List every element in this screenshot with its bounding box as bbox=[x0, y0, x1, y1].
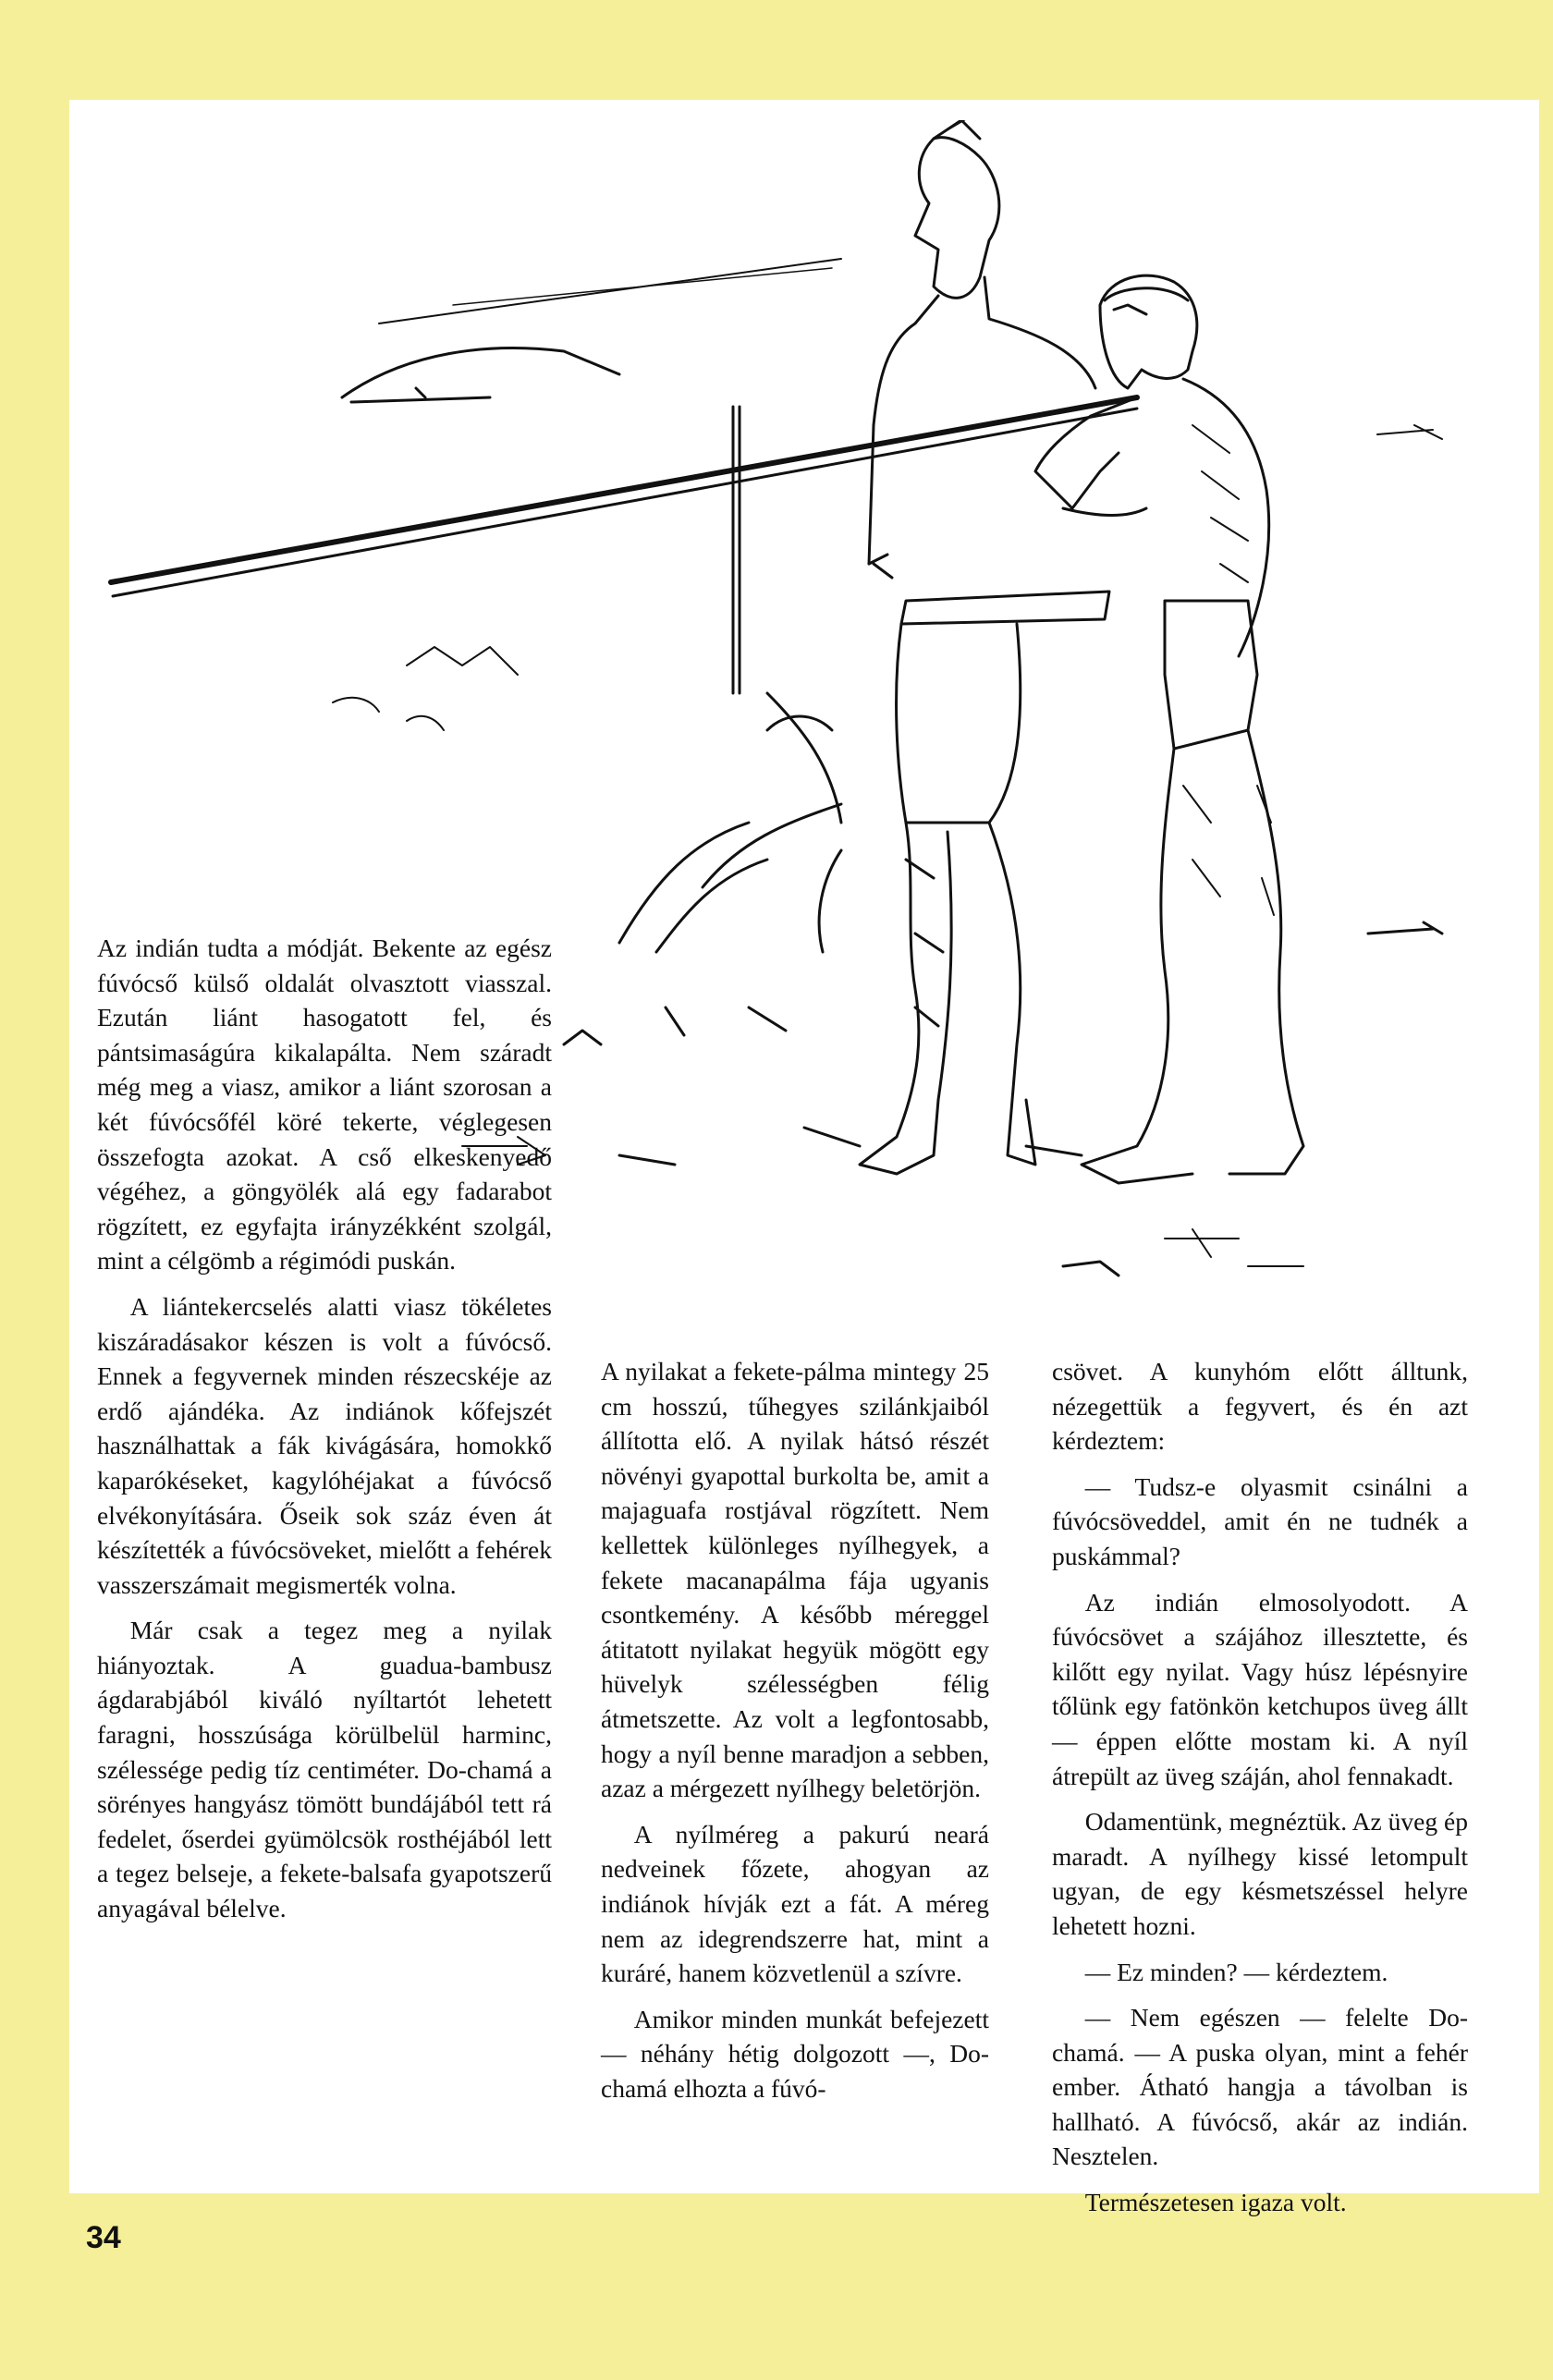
paragraph: — Ez minden? — kérdeztem. bbox=[1084, 1957, 1388, 1986]
paragraph: Természetesen igaza volt. bbox=[1084, 2188, 1347, 2217]
paragraph: Amikor minden munkát befejezett — néhány hétig dolgozott —, Do-chamá elhozta a fúvó- bbox=[601, 2004, 989, 2103]
page-number: 34 bbox=[86, 2220, 121, 2255]
paragraph: Az indián tudta a módját. Bekente az egész fúvócső külső oldalát olvasztott viasszal. Ezután liánt hasogatott fel, és pántsimaságúra kikalapálta. Nem száradt még meg a viasz, amikor a liánt szorosan a két fúvócsőfél köré tekerte, véglegesen összefogta azokat. A cső elkeskenyedő végéhez, a göngyölék alá egy fadarabot rögzített, ez egyfajta irányzékként szolgál, mint a célgömb a régimódi puskán. bbox=[97, 934, 552, 1275]
paragraph: Az indián elmosolyodott. A fúvócsövet a szájához illesztette, és kilőtt egy nyilat. Vagy húsz lépésnyire tőlünk egy fatönkön ketchupos üveg állt — éppen előtte mostam ki. A nyíl átrepült az üveg száján, ahol fennakadt. bbox=[1052, 1587, 1468, 1790]
text-column-2 bbox=[601, 1354, 989, 2117]
paragraph: csövet. A kunyhóm előtt álltunk, nézegettük a fegyvert, és én azt kérdeztem: bbox=[1052, 1357, 1468, 1456]
text-column-1 bbox=[97, 931, 552, 1937]
paragraph: A liántekercselés alatti viasz tökéletes kiszáradásakor készen is volt a fúvócső. Ennek a fegyvernek minden részecskéje az erdő ajándéka. Az indiánok kőfejszét használhattak a fák kivágására, homokkő kaparókéseket, kagylóhéjakat a fúvócső elvékonyítására. Őseik sok száz éven át készítették a fúvócsöveket, mielőtt a fehérek vasszerszámait megismerték volna. bbox=[97, 1291, 552, 1599]
paragraph: — Tudsz-e olyasmit csinálni a fúvócsöveddel, amit én ne tudnék a puskámmal? bbox=[1052, 1471, 1468, 1570]
paragraph: — Nem egészen — felelte Do-chamá. — A puska olyan, mint a fehér ember. Átható hangja a távolban is hallható. A fúvócső, akár az indián. Nesztelen. bbox=[1052, 2003, 1468, 2171]
paragraph: A nyilakat a fekete-pálma mintegy 25 cm hosszú, tűhegyes szilánkjaiból állította elő. A nyilak hátsó részét növényi gyapottal burkolta be, amit a majaguafa rostjával rögzített. Nem kellettek különleges nyílhegyek, a fekete macanapálma fája ugyanis csontkemény. A később méreggel átitatott nyilakat hegyük mögött egy hüvelyk szélességben félig átmetszette. Az volt a legfontosabb, hogy a nyíl benne maradjon a sebben, azaz a mérgezett nyílhegy beletörjön. bbox=[601, 1357, 989, 1803]
text-column-3 bbox=[1052, 1354, 1468, 2231]
paragraph: Már csak a tegez meg a nyilak hiányoztak. A guadua-bambusz ágdarabjából kiváló nyíltartót lehetett faragni, hosszúsága körülbelül harminc, szélessége pedig tíz centiméter. Do-chamá a sörényes hangyász tömött bundájából tett rá fedelet, őserdei gyümölcsök rosthéjából lett a tegez belseje, a fekete-balsafa gyapotszerű anyagával bélelve. bbox=[97, 1616, 552, 1923]
paragraph: Odamentünk, megnéztük. Az üveg ép maradt. A nyílhegy kissé letompult ugyan, de egy késmetszéssel helyre lehetett hozni. bbox=[1052, 1807, 1468, 1940]
paragraph: A nyílméreg a pakurú neará nedveinek főzete, ahogyan az indiánok hívják ezt a fát. A méreg nem az idegrendszerre hat, mint a kuráré, hanem közvetlenül a szívre. bbox=[601, 1819, 989, 1988]
